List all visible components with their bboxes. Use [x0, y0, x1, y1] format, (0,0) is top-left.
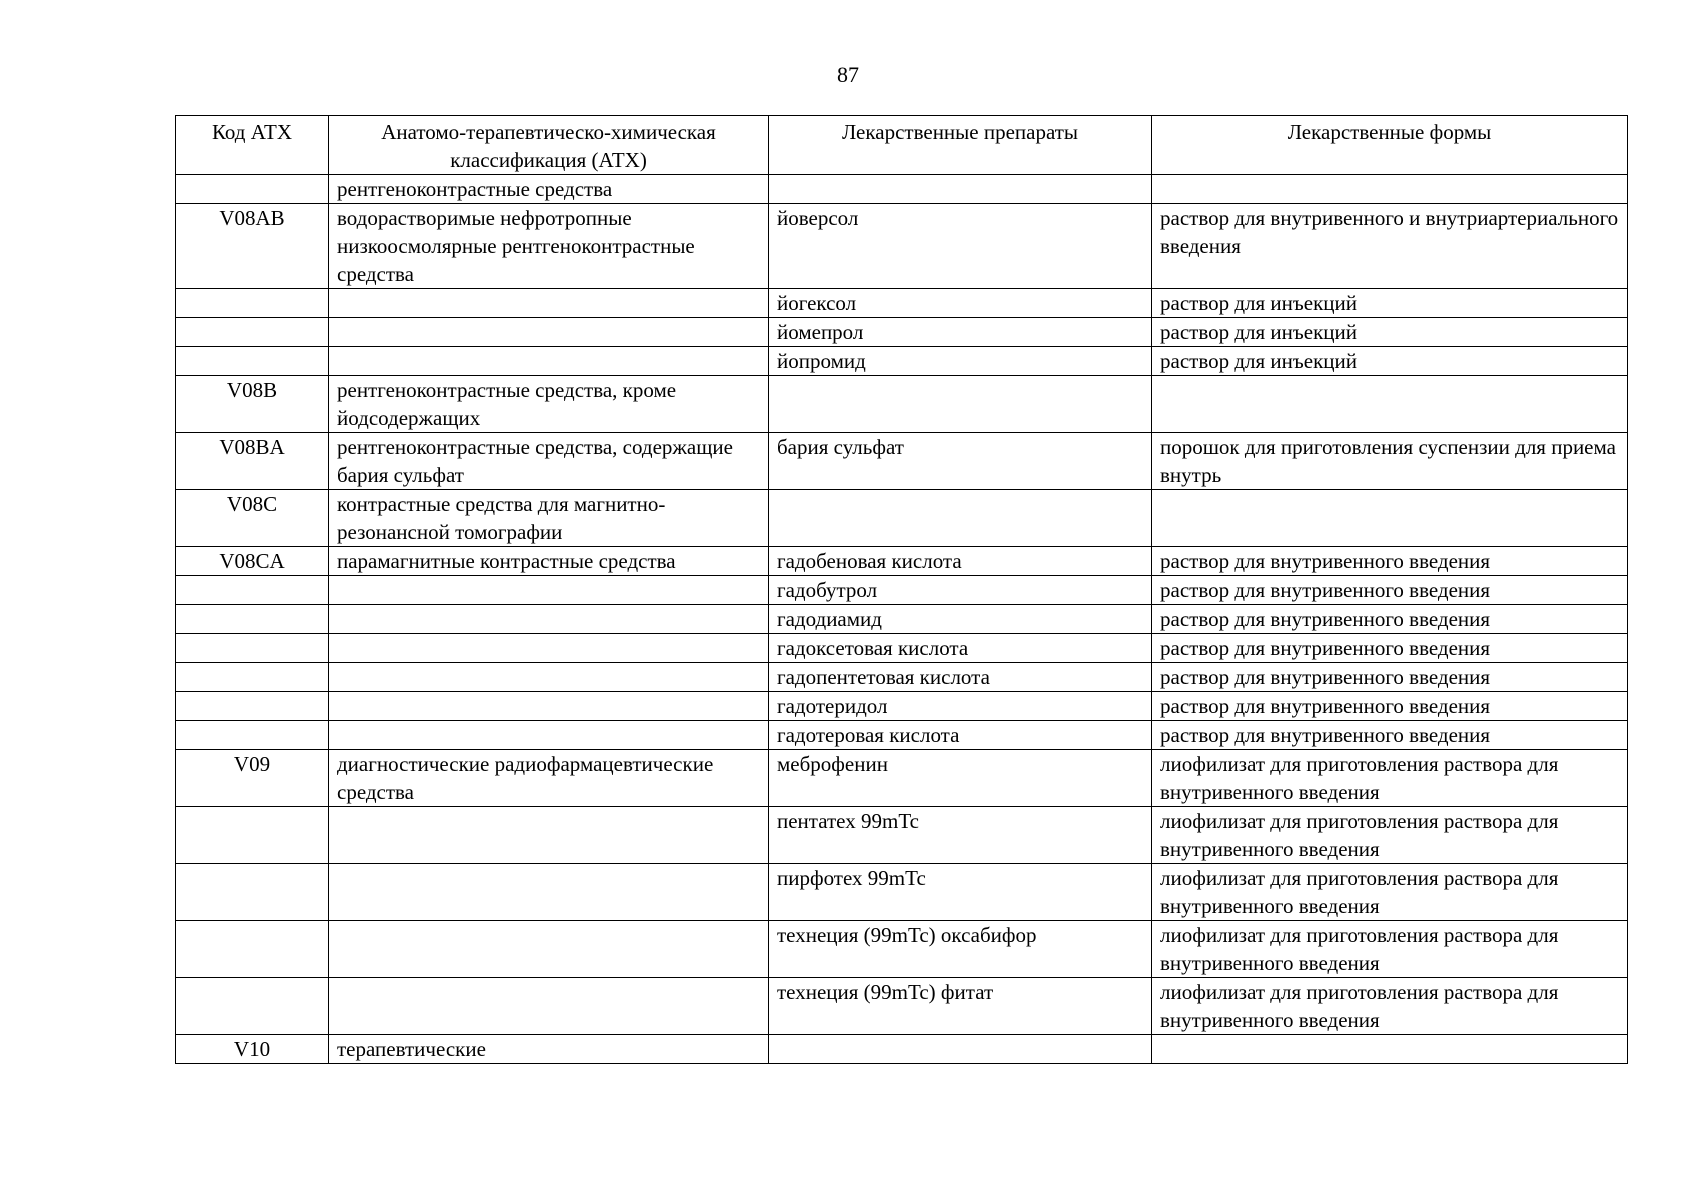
cell-code	[176, 576, 329, 605]
cell-classification: рентгеноконтрастные средства	[329, 175, 769, 204]
cell-classification: водорастворимые нефротропные низкоосмолярные рентгеноконтрастные средства	[329, 204, 769, 289]
cell-classification: рентгеноконтрастные средства, содержащие бария сульфат	[329, 433, 769, 490]
cell-code	[176, 721, 329, 750]
cell-drug: йопромид	[769, 347, 1152, 376]
table-row	[176, 864, 1628, 921]
cell-classification	[329, 605, 769, 634]
table-row	[176, 692, 1628, 721]
table-row	[176, 807, 1628, 864]
cell-code	[176, 175, 329, 204]
table-row	[176, 433, 1628, 490]
cell-classification	[329, 289, 769, 318]
cell-drug: пентатех 99mTc	[769, 807, 1152, 864]
cell-drug: гадобеновая кислота	[769, 547, 1152, 576]
cell-drug	[769, 376, 1152, 433]
cell-form: лиофилизат для приготовления раствора для внутривенного введения	[1152, 864, 1628, 921]
page-number: 87	[837, 62, 859, 87]
cell-form	[1152, 175, 1628, 204]
cell-classification: терапевтические	[329, 1035, 769, 1064]
table-row	[176, 347, 1628, 376]
cell-classification	[329, 576, 769, 605]
table-row	[176, 634, 1628, 663]
cell-drug: технеция (99mTc) фитат	[769, 978, 1152, 1035]
table-row	[176, 175, 1628, 204]
cell-form: лиофилизат для приготовления раствора для внутривенного введения	[1152, 750, 1628, 807]
cell-form: лиофилизат для приготовления раствора для внутривенного введения	[1152, 921, 1628, 978]
cell-form: лиофилизат для приготовления раствора для внутривенного введения	[1152, 807, 1628, 864]
table-row	[176, 547, 1628, 576]
table-row	[176, 289, 1628, 318]
cell-form: лиофилизат для приготовления раствора для внутривенного введения	[1152, 978, 1628, 1035]
header-drugs: Лекарственные препараты	[769, 116, 1152, 175]
cell-classification	[329, 807, 769, 864]
cell-code: V09	[176, 750, 329, 807]
cell-form: раствор для внутривенного введения	[1152, 721, 1628, 750]
cell-classification	[329, 347, 769, 376]
cell-form: раствор для инъекций	[1152, 347, 1628, 376]
cell-classification	[329, 318, 769, 347]
cell-classification: диагностические радиофармацевтические средства	[329, 750, 769, 807]
cell-code	[176, 605, 329, 634]
cell-form: раствор для инъекций	[1152, 289, 1628, 318]
table-row	[176, 1035, 1628, 1064]
cell-code	[176, 692, 329, 721]
cell-form: раствор для внутривенного введения	[1152, 634, 1628, 663]
cell-classification	[329, 634, 769, 663]
cell-form	[1152, 376, 1628, 433]
cell-drug: гадобутрол	[769, 576, 1152, 605]
cell-code: V08C	[176, 490, 329, 547]
cell-drug: пирфотех 99mTc	[769, 864, 1152, 921]
cell-drug: меброфенин	[769, 750, 1152, 807]
cell-classification	[329, 721, 769, 750]
cell-classification	[329, 692, 769, 721]
cell-form	[1152, 490, 1628, 547]
cell-drug: йомепрол	[769, 318, 1152, 347]
table-row	[176, 750, 1628, 807]
cell-code	[176, 634, 329, 663]
cell-drug	[769, 175, 1152, 204]
cell-classification: контрастные средства для магнитно-резонансной томографии	[329, 490, 769, 547]
table-header-row	[176, 116, 1628, 175]
cell-classification: рентгеноконтрастные средства, кроме йодсодержащих	[329, 376, 769, 433]
cell-code	[176, 921, 329, 978]
cell-drug: технеция (99mTc) оксабифор	[769, 921, 1152, 978]
table-row	[176, 663, 1628, 692]
cell-form: раствор для внутривенного введения	[1152, 576, 1628, 605]
table-row	[176, 978, 1628, 1035]
header-classification: Анатомо-терапевтическо-химическая классификация (АТХ)	[329, 116, 769, 175]
cell-code: V08AB	[176, 204, 329, 289]
cell-classification	[329, 663, 769, 692]
header-code: Код АТХ	[176, 116, 329, 175]
cell-form: раствор для внутривенного введения	[1152, 605, 1628, 634]
cell-classification	[329, 864, 769, 921]
cell-code	[176, 663, 329, 692]
table-row	[176, 376, 1628, 433]
cell-code	[176, 978, 329, 1035]
table-row	[176, 576, 1628, 605]
cell-drug: бария сульфат	[769, 433, 1152, 490]
cell-drug: йогексол	[769, 289, 1152, 318]
cell-drug: гадоксетовая кислота	[769, 634, 1152, 663]
cell-code: V08BA	[176, 433, 329, 490]
table-row	[176, 318, 1628, 347]
cell-code: V08B	[176, 376, 329, 433]
header-forms: Лекарственные формы	[1152, 116, 1628, 175]
cell-form: раствор для внутривенного и внутриартериального введения	[1152, 204, 1628, 289]
cell-form: раствор для инъекций	[1152, 318, 1628, 347]
cell-classification	[329, 921, 769, 978]
cell-form: раствор для внутривенного введения	[1152, 663, 1628, 692]
cell-drug: йоверсол	[769, 204, 1152, 289]
cell-code: V10	[176, 1035, 329, 1064]
table-row	[176, 204, 1628, 289]
cell-code	[176, 807, 329, 864]
cell-classification: парамагнитные контрастные средства	[329, 547, 769, 576]
cell-drug: гадопентетовая кислота	[769, 663, 1152, 692]
cell-code	[176, 347, 329, 376]
atc-table	[175, 115, 1628, 1064]
cell-form: раствор для внутривенного введения	[1152, 692, 1628, 721]
cell-drug	[769, 1035, 1152, 1064]
cell-code	[176, 864, 329, 921]
table-row	[176, 921, 1628, 978]
table-body	[176, 175, 1628, 1064]
cell-form: раствор для внутривенного введения	[1152, 547, 1628, 576]
cell-drug: гадотеровая кислота	[769, 721, 1152, 750]
cell-code	[176, 289, 329, 318]
cell-drug: гадодиамид	[769, 605, 1152, 634]
table-row	[176, 490, 1628, 547]
cell-form	[1152, 1035, 1628, 1064]
table-row	[176, 721, 1628, 750]
cell-code: V08CA	[176, 547, 329, 576]
cell-form: порошок для приготовления суспензии для приема внутрь	[1152, 433, 1628, 490]
cell-classification	[329, 978, 769, 1035]
cell-code	[176, 318, 329, 347]
cell-drug: гадотеридол	[769, 692, 1152, 721]
table-row	[176, 605, 1628, 634]
cell-drug	[769, 490, 1152, 547]
